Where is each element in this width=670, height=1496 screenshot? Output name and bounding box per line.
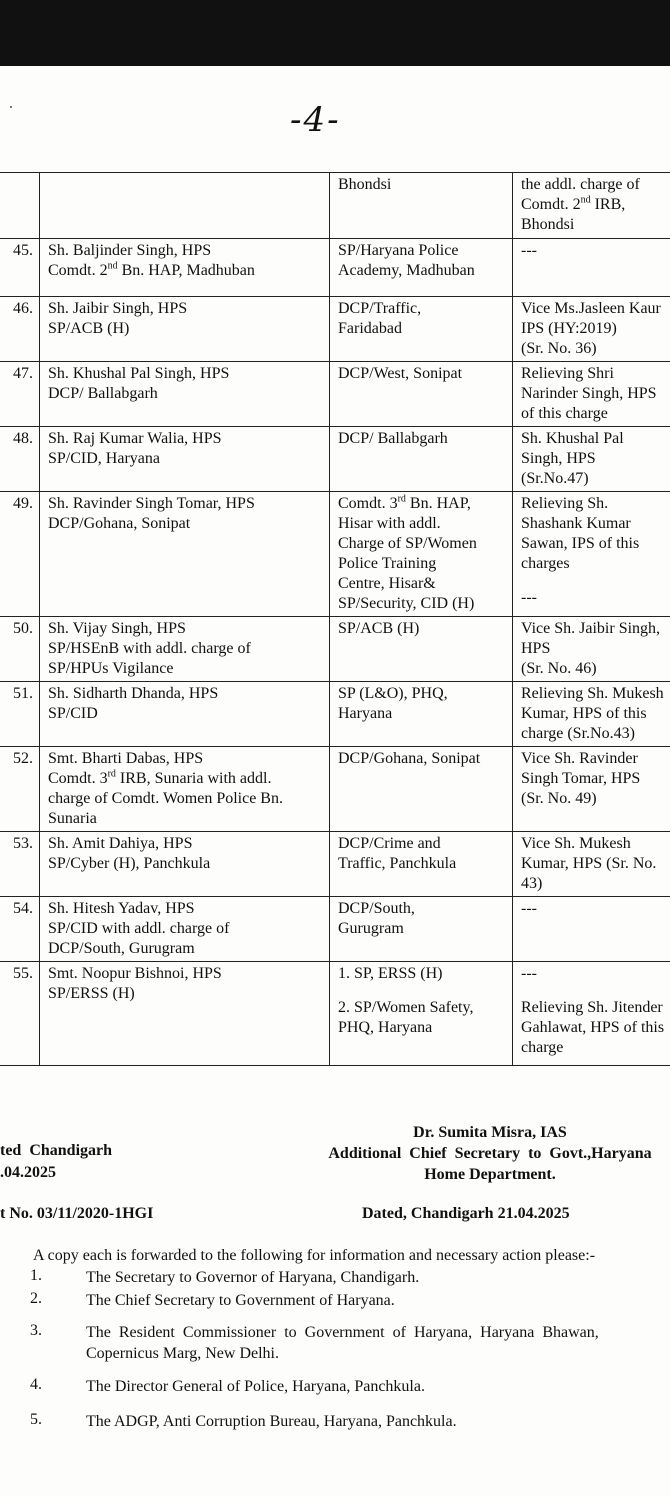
officer-name xyxy=(40,747,330,832)
scan-top-edge xyxy=(0,0,670,66)
officer-name-line: DCP/Gohana, Sonipat xyxy=(48,515,191,532)
posted-as xyxy=(330,897,513,962)
officer-name-line: SP/ERSS (H) xyxy=(48,985,135,1002)
ordinal-suffix: nd xyxy=(580,194,591,206)
recipient-text xyxy=(86,1290,395,1311)
officer-name xyxy=(40,239,330,297)
remarks xyxy=(513,832,670,897)
serial-number: 52. xyxy=(0,747,40,832)
recipient-number: 1. xyxy=(30,1267,42,1284)
table-row xyxy=(0,617,670,682)
officer-name-line: SP/CID, Haryana xyxy=(48,450,160,467)
officer-name-line: Sh. Jaibir Singh, HPS xyxy=(48,300,188,317)
recipient-line: The Resident Commissioner to Government of Haryana, Haryana Bhawan, xyxy=(86,1324,599,1341)
remarks-line: Relieving Sh. Jitender xyxy=(521,999,663,1016)
posted-as-line: DCP/South, xyxy=(338,900,415,917)
remarks-line: of this charge xyxy=(521,405,608,422)
date-left: .04.2025 xyxy=(0,1164,56,1181)
remarks-line: Bhondsi xyxy=(521,216,575,233)
dated-line: Dated, Chandigarh 21.04.2025 xyxy=(362,1205,570,1222)
endst-number: t No. 03/11/2020-1HGI xyxy=(0,1205,154,1222)
posted-as xyxy=(330,362,513,427)
officer-name-line: Sh. Ravinder Singh Tomar, HPS xyxy=(48,495,255,512)
posting-table xyxy=(0,172,670,1066)
posted-as-line xyxy=(338,984,504,998)
remarks-line: (Sr.No.47) xyxy=(521,470,589,487)
remarks xyxy=(513,239,670,297)
remarks-line: --- xyxy=(521,900,537,917)
remarks xyxy=(513,682,670,747)
remarks xyxy=(513,897,670,962)
remarks-line: IPS (HY:2019) xyxy=(521,320,617,337)
officer-name xyxy=(40,962,330,1066)
remarks-line: (Sr. No. 36) xyxy=(521,340,597,357)
officer-name-line: Comdt. 3rd IRB, Sunaria with addl. xyxy=(48,768,272,787)
officer-name xyxy=(40,427,330,492)
recipient-text xyxy=(86,1267,419,1288)
posted-as-line: SP (L&O), PHQ, xyxy=(338,685,448,702)
remarks-line: --- xyxy=(521,589,537,606)
serial-number xyxy=(0,173,40,239)
table-row xyxy=(0,239,670,297)
posted-as xyxy=(330,682,513,747)
remarks xyxy=(513,747,670,832)
officer-name xyxy=(40,492,330,617)
remarks xyxy=(513,492,670,617)
remarks-line xyxy=(521,984,670,998)
remarks-line: Singh Tomar, HPS xyxy=(521,770,641,787)
posted-as-line: PHQ, Haryana xyxy=(338,1019,433,1036)
remarks-line: Shashank Kumar xyxy=(521,515,631,532)
serial-number: 49. xyxy=(0,492,40,617)
ordinal-suffix: nd xyxy=(107,260,118,272)
remarks-line: charges xyxy=(521,555,570,572)
remarks-line: Sh. Khushal Pal xyxy=(521,430,624,447)
remarks xyxy=(513,617,670,682)
remarks-line: Relieving Sh. xyxy=(521,495,609,512)
posted-as-line: Gurugram xyxy=(338,920,404,937)
officer-name xyxy=(40,297,330,362)
recipient-text xyxy=(86,1376,425,1397)
officer-name xyxy=(40,617,330,682)
remarks-line: Kumar, HPS (Sr. No. xyxy=(521,855,657,872)
officer-name-line: Comdt. 2nd Bn. HAP, Madhuban xyxy=(48,260,255,279)
officer-name xyxy=(40,897,330,962)
recipient-number: 5. xyxy=(30,1411,42,1428)
recipient-line: The ADGP, Anti Corruption Bureau, Haryana, Panchkula. xyxy=(86,1413,457,1430)
posted-as-line: Police Training xyxy=(338,555,437,572)
signatory-name: Dr. Sumita Misra, IAS xyxy=(413,1124,567,1141)
posted-as xyxy=(330,239,513,297)
remarks-line: charge (Sr.No.43) xyxy=(521,725,635,742)
remarks-line: the addl. charge of xyxy=(521,176,640,193)
table-row xyxy=(0,492,670,617)
dated-place-left: ted Chandigarh xyxy=(0,1142,113,1159)
remarks-line: Gahlawat, HPS of this xyxy=(521,1019,665,1036)
remarks-line: --- xyxy=(521,242,537,259)
remarks-line: Comdt. 2nd IRB, xyxy=(521,194,626,213)
posted-as-line: SP/Security, CID (H) xyxy=(338,595,475,612)
scan-speck xyxy=(10,106,12,108)
officer-name-line: charge of Comdt. Women Police Bn. xyxy=(48,790,283,807)
ordinal-suffix: rd xyxy=(107,768,116,780)
serial-number: 47. xyxy=(0,362,40,427)
posted-as-line: Haryana xyxy=(338,705,393,722)
serial-number: 51. xyxy=(0,682,40,747)
officer-name-line: DCP/ Ballabgarh xyxy=(48,385,158,402)
remarks-line: Relieving Shri xyxy=(521,365,614,382)
recipient-number: 3. xyxy=(30,1322,42,1339)
signature-block xyxy=(290,1122,670,1185)
posted-as-line: DCP/Gohana, Sonipat xyxy=(338,750,481,767)
posted-as-line: SP/ACB (H) xyxy=(338,620,420,637)
remarks xyxy=(513,962,670,1066)
recipient-number: 2. xyxy=(30,1290,42,1307)
officer-name-line: Smt. Bharti Dabas, HPS xyxy=(48,750,204,767)
remarks xyxy=(513,173,670,239)
posted-as-line: Hisar with addl. xyxy=(338,515,441,532)
serial-number: 46. xyxy=(0,297,40,362)
remarks-line: Vice Sh. Jaibir Singh, xyxy=(521,620,661,637)
serial-number: 55. xyxy=(0,962,40,1066)
remarks xyxy=(513,362,670,427)
posted-as xyxy=(330,492,513,617)
remarks-line: Vice Sh. Ravinder xyxy=(521,750,638,767)
recipient-number: 4. xyxy=(30,1376,42,1393)
officer-name-line: SP/HSEnB with addl. charge of xyxy=(48,640,251,657)
officer-name-line: Sh. Hitesh Yadav, HPS xyxy=(48,900,195,917)
forward-text: A copy each is forwarded to the following for information and necessary action please:- xyxy=(33,1247,596,1264)
posted-as-line: DCP/West, Sonipat xyxy=(338,365,463,382)
recipient-line: The Director General of Police, Haryana, Panchkula. xyxy=(86,1378,425,1395)
table-row xyxy=(0,362,670,427)
remarks xyxy=(513,297,670,362)
remarks-line: HPS xyxy=(521,640,551,657)
remarks-line xyxy=(521,574,670,588)
ordinal-suffix: rd xyxy=(397,493,406,505)
officer-name-line: Sh. Vijay Singh, HPS xyxy=(48,620,186,637)
serial-number: 53. xyxy=(0,832,40,897)
posted-as-line: Comdt. 3rd Bn. HAP, xyxy=(338,493,471,512)
table-row xyxy=(0,427,670,492)
posted-as xyxy=(330,427,513,492)
recipient-line: Copernicus Marg, New Delhi. xyxy=(86,1345,279,1362)
officer-name xyxy=(40,362,330,427)
recipient-line: The Secretary to Governor of Haryana, Chandigarh. xyxy=(86,1269,420,1286)
recipient-text xyxy=(86,1322,599,1364)
remarks-line: Vice Ms.Jasleen Kaur xyxy=(521,300,661,317)
officer-name xyxy=(40,832,330,897)
table-row xyxy=(0,832,670,897)
posted-as-line: Traffic, Panchkula xyxy=(338,855,457,872)
remarks-line: (Sr. No. 49) xyxy=(521,790,597,807)
remarks-line: (Sr. No. 46) xyxy=(521,660,597,677)
posted-as-line: Charge of SP/Women xyxy=(338,535,477,552)
officer-name-line: SP/HPUs Vigilance xyxy=(48,660,174,677)
serial-number: 50. xyxy=(0,617,40,682)
posted-as xyxy=(330,617,513,682)
table-row xyxy=(0,747,670,832)
table-row xyxy=(0,682,670,747)
table-row xyxy=(0,962,670,1066)
posted-as-line: Academy, Madhuban xyxy=(338,262,475,279)
remarks-line: Vice Sh. Mukesh xyxy=(521,835,631,852)
officer-name-line: Smt. Noopur Bishnoi, HPS xyxy=(48,965,222,982)
signatory-designation: Additional Chief Secretary to Govt.,Haryana xyxy=(328,1145,652,1162)
signatory-department: Home Department. xyxy=(424,1166,556,1183)
officer-name-line: Sh. Sidharth Dhanda, HPS xyxy=(48,685,219,702)
remarks-line: Relieving Sh. Mukesh xyxy=(521,685,664,702)
posted-as xyxy=(330,173,513,239)
posted-as-line: DCP/Crime and xyxy=(338,835,441,852)
serial-number: 45. xyxy=(0,239,40,297)
remarks-line: Narinder Singh, HPS xyxy=(521,385,657,402)
officer-name-line: SP/ACB (H) xyxy=(48,320,130,337)
remarks-line: --- xyxy=(521,965,537,982)
officer-name-line: SP/CID xyxy=(48,705,98,722)
remarks xyxy=(513,427,670,492)
posted-as-line: 2. SP/Women Safety, xyxy=(338,999,474,1016)
table-row xyxy=(0,173,670,239)
table-row xyxy=(0,897,670,962)
posted-as-line: 1. SP, ERSS (H) xyxy=(338,965,443,982)
officer-name xyxy=(40,173,330,239)
posted-as-line: Bhondsi xyxy=(338,176,392,193)
officer-name-line: Sh. Baljinder Singh, HPS xyxy=(48,242,212,259)
posted-as xyxy=(330,832,513,897)
officer-name-line: DCP/South, Gurugram xyxy=(48,940,195,957)
remarks-line: Sawan, IPS of this xyxy=(521,535,640,552)
officer-name-line: Sh. Raj Kumar Walia, HPS xyxy=(48,430,222,447)
posted-as xyxy=(330,962,513,1066)
officer-name-line: Sunaria xyxy=(48,810,97,827)
officer-name-line: SP/Cyber (H), Panchkula xyxy=(48,855,211,872)
posted-as-line: SP/Haryana Police xyxy=(338,242,459,259)
serial-number: 48. xyxy=(0,427,40,492)
officer-name-line: Sh. Khushal Pal Singh, HPS xyxy=(48,365,230,382)
posted-as-line: DCP/ Ballabgarh xyxy=(338,430,448,447)
serial-number: 54. xyxy=(0,897,40,962)
officer-name-line: Sh. Amit Dahiya, HPS xyxy=(48,835,193,852)
posted-as xyxy=(330,747,513,832)
posted-as xyxy=(330,297,513,362)
remarks-line: Kumar, HPS of this xyxy=(521,705,647,722)
remarks-line: charge xyxy=(521,1039,564,1056)
posted-as-line: Faridabad xyxy=(338,320,402,337)
recipient-line: The Chief Secretary to Government of Haryana. xyxy=(86,1292,395,1309)
remarks-line: Singh, HPS xyxy=(521,450,596,467)
officer-name-line: SP/CID with addl. charge of xyxy=(48,920,230,937)
table-row xyxy=(0,297,670,362)
posted-as-line: Centre, Hisar& xyxy=(338,575,436,592)
recipient-text xyxy=(86,1411,457,1432)
remarks-line: 43) xyxy=(521,875,543,892)
page-number: -4- xyxy=(290,100,341,140)
officer-name xyxy=(40,682,330,747)
posted-as-line: DCP/Traffic, xyxy=(338,300,422,317)
